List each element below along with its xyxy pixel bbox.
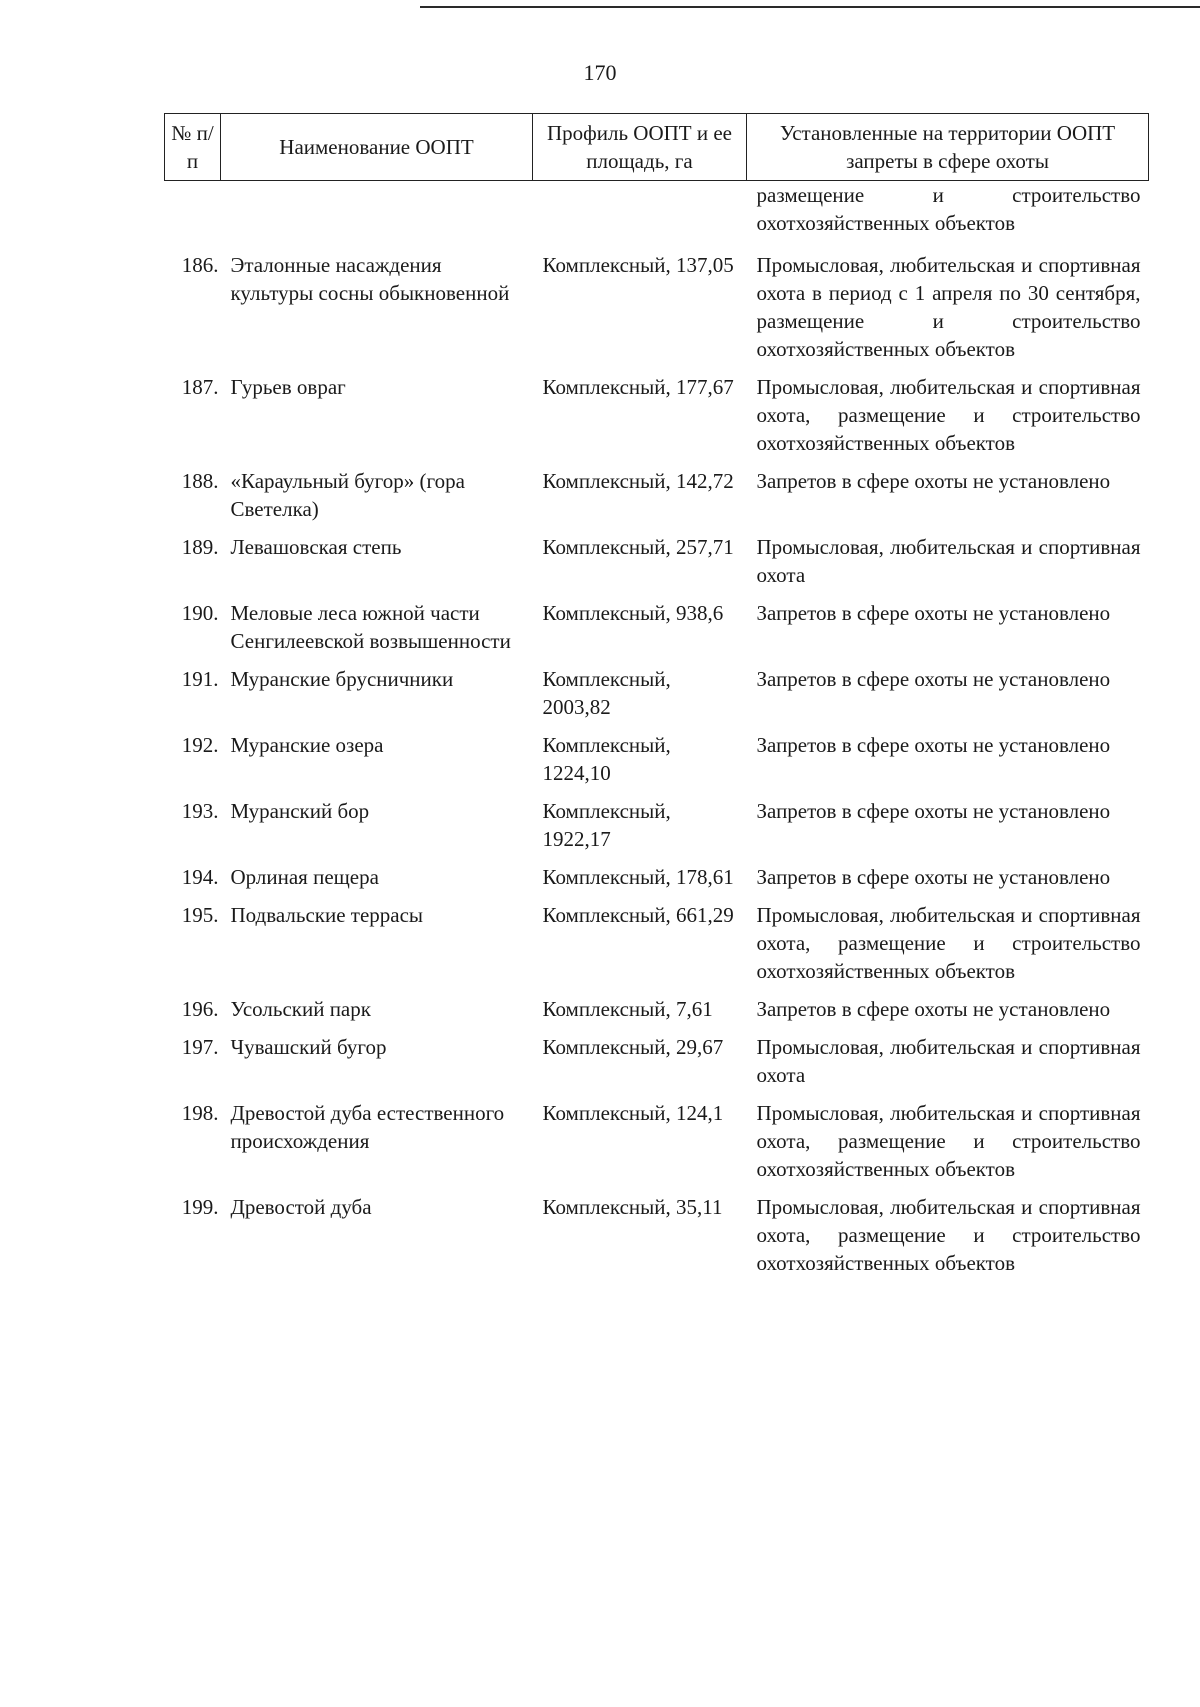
continuation-row [165, 181, 1149, 252]
area-profile: Комплексный, 29,67 [542, 1035, 724, 1059]
table-row [165, 901, 1149, 995]
row-number: 192. [181, 733, 219, 757]
area-name: Орлиная пещера [230, 865, 379, 889]
area-name: Муранские озера [230, 733, 384, 757]
area-profile: Комплексный, 661,29 [542, 903, 734, 927]
row-number: 187. [181, 375, 219, 399]
table-row [165, 599, 1149, 665]
row-number: 195. [181, 903, 219, 927]
area-name: Подвальские террасы [230, 903, 424, 927]
table-row [165, 863, 1149, 901]
hunting-restrictions: Промысловая, любительская и спортивная охота [756, 1035, 1141, 1087]
area-profile: Комплексный, 177,67 [542, 375, 734, 399]
area-name: Гурьев овраг [230, 375, 346, 399]
hunting-restrictions: Запретов в сфере охоты не установлено [756, 733, 1111, 757]
hunting-restrictions: Запретов в сфере охоты не установлено [756, 799, 1111, 823]
row-number: 193. [181, 799, 219, 823]
area-profile: Комплексный, 178,61 [542, 865, 734, 889]
hunting-restrictions: Запретов в сфере охоты не установлено [756, 601, 1111, 625]
table-row [165, 731, 1149, 797]
protected-areas-table [164, 113, 1149, 1287]
table-row [165, 1193, 1149, 1287]
area-profile: Комплексный, 1224,10 [542, 733, 671, 785]
area-name: Эталонные насаждения культуры сосны обыкновенной [230, 253, 510, 305]
top-rule [420, 6, 1200, 8]
row-number: 188. [181, 469, 219, 493]
hunting-restrictions: Промысловая, любительская и спортивная охота, размещение и строительство охотхозяйственных объектов [756, 903, 1141, 983]
page-number: 170 [583, 60, 617, 85]
table-body [165, 181, 1149, 1288]
row-number: 186. [181, 253, 219, 277]
area-name: «Караульный бугор» (гора Светелка) [230, 469, 465, 521]
hunting-restrictions: Запретов в сфере охоты не установлено [756, 469, 1111, 493]
area-profile: Комплексный, 257,71 [542, 535, 734, 559]
area-name: Усольский парк [230, 997, 371, 1021]
row-number: 189. [181, 535, 219, 559]
hunting-restrictions: Промысловая, любительская и спортивная охота, размещение и строительство охотхозяйственных объектов [756, 1195, 1141, 1275]
header-name: Наименование ООПТ [221, 114, 533, 181]
area-profile: Комплексный, 124,1 [542, 1101, 724, 1125]
table-header [165, 114, 1149, 181]
area-profile: Комплексный, 938,6 [542, 601, 724, 625]
hunting-restrictions: Запретов в сфере охоты не установлено [756, 667, 1111, 691]
area-profile: Комплексный, 7,61 [542, 997, 713, 1021]
area-name: Левашовская степь [230, 535, 402, 559]
row-number: 191. [181, 667, 219, 691]
area-profile: Комплексный, 137,05 [542, 253, 734, 277]
area-profile: Комплексный, 35,11 [542, 1195, 723, 1219]
row-number: 190. [181, 601, 219, 625]
area-name: Муранские брусничники [230, 667, 454, 691]
hunting-restrictions: Промысловая, любительская и спортивная охота, размещение и строительство охотхозяйственных объектов [756, 375, 1141, 455]
table-row [165, 665, 1149, 731]
table-row [165, 1033, 1149, 1099]
table-row [165, 467, 1149, 533]
area-name: Меловые леса южной части Сенгилеевской возвышенности [230, 601, 511, 653]
area-name: Древостой дуба естественного происхождения [230, 1101, 505, 1153]
area-name: Древостой дуба [230, 1195, 372, 1219]
hunting-restrictions: Промысловая, любительская и спортивная охота [756, 535, 1141, 587]
hunting-restrictions: Запретов в сфере охоты не установлено [756, 997, 1111, 1021]
area-profile: Комплексный, 1922,17 [542, 799, 671, 851]
continuation-name-cell [221, 181, 533, 252]
table-row [165, 533, 1149, 599]
area-profile: Комплексный, 142,72 [542, 469, 734, 493]
row-number: 198. [181, 1101, 219, 1125]
table-row [165, 995, 1149, 1033]
row-number: 194. [181, 865, 219, 889]
hunting-restrictions: Промысловая, любительская и спортивная охота, размещение и строительство охотхозяйственных объектов [756, 1101, 1141, 1181]
table-row [165, 1099, 1149, 1193]
hunting-restrictions: Запретов в сфере охоты не установлено [756, 865, 1111, 889]
continuation-bans-cell: размещение и строительство охотхозяйственных объектов [756, 183, 1141, 235]
row-number: 196. [181, 997, 219, 1021]
table-row [165, 373, 1149, 467]
area-name: Муранский бор [230, 799, 370, 823]
continuation-num-cell [165, 181, 221, 252]
header-num: № п/п [165, 114, 221, 181]
row-number: 199. [181, 1195, 219, 1219]
header-bans: Установленные на территории ООПТ запреты в сфере охоты [747, 114, 1149, 181]
area-profile: Комплексный, 2003,82 [542, 667, 671, 719]
table-row [165, 251, 1149, 373]
area-name: Чувашский бугор [230, 1035, 387, 1059]
continuation-profile-cell [533, 181, 747, 252]
row-number: 197. [181, 1035, 219, 1059]
hunting-restrictions: Промысловая, любительская и спортивная охота в период с 1 апреля по 30 сентября, размещение и строительство охотхозяйственных объектов [756, 253, 1141, 361]
table-row [165, 797, 1149, 863]
header-profile: Профиль ООПТ и ее площадь, га [533, 114, 747, 181]
